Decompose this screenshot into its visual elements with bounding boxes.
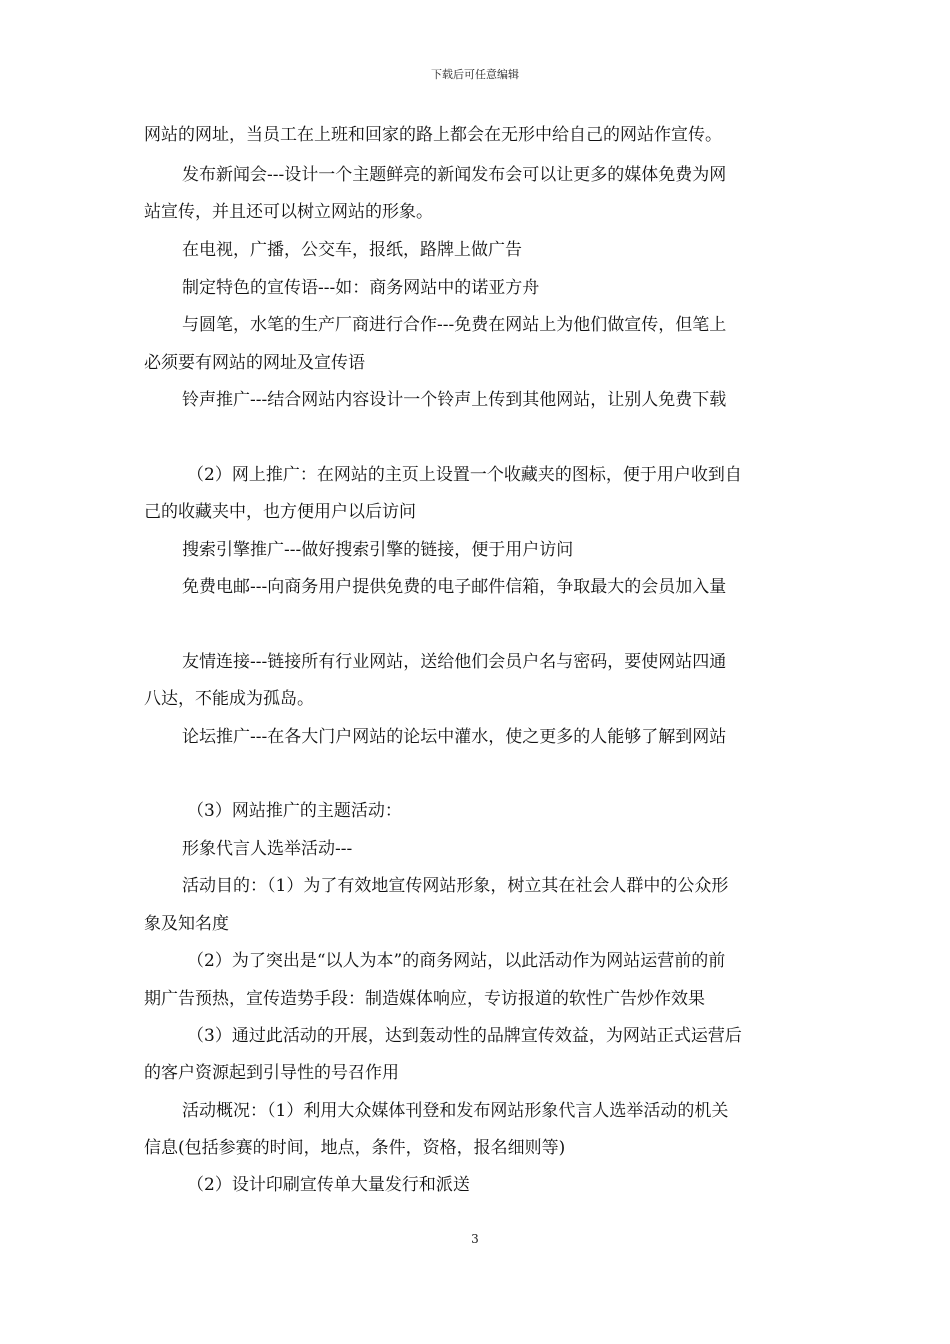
paragraph-line: 己的收藏夹中，也方便用户以后访问 [144,502,416,522]
paragraph-line: 信息(包括参赛的时间，地点，条件，资格，报名细则等) [144,1138,566,1158]
paragraph-line: （2）设计印刷宣传单大量发行和派送 [187,1175,470,1195]
paragraph-line: 站宣传，并且还可以树立网站的形象。 [144,202,433,222]
paragraph-line: 象及知名度 [144,914,229,934]
paragraph-line: 与圆笔，水笔的生产厂商进行合作---免费在网站上为他们做宣传，但笔上 [182,315,727,335]
paragraph-line: 在电视，广播，公交车，报纸，路牌上做广告 [182,240,522,260]
paragraph-line: 搜索引擎推广---做好搜索引擎的链接，便于用户访问 [182,540,574,560]
paragraph-line: 活动目的：（1）为了有效地宣传网站形象，树立其在社会人群中的公众形 [182,876,729,896]
paragraph-line: 八达，不能成为孤岛。 [144,689,314,709]
paragraph-line: 的客户资源起到引导性的号召作用 [144,1063,399,1083]
paragraph-line: （2）为了突出是“以人为本”的商务网站，以此活动作为网站运营前的前 [187,951,726,971]
page-header: 下载后可任意编辑 [431,68,519,81]
paragraph-line: 必须要有网站的网址及宣传语 [144,353,365,373]
paragraph-line: 制定特色的宣传语---如：商务网站中的诺亚方舟 [182,278,540,298]
paragraph-line: （2）网上推广：在网站的主页上设置一个收藏夹的图标，便于用户收到自 [187,465,742,485]
paragraph-line: （3）通过此活动的开展，达到轰动性的品牌宣传效益，为网站正式运营后 [187,1026,742,1046]
paragraph-line: （3）网站推广的主题活动： [187,801,402,821]
paragraph-line: 网站的网址，当员工在上班和回家的路上都会在无形中给自己的网站作宣传。 [144,125,722,145]
paragraph-line: 铃声推广---结合网站内容设计一个铃声上传到其他网站，让别人免费下载 [182,390,727,410]
paragraph-line: 活动概况：（1）利用大众媒体刊登和发布网站形象代言人选举活动的机关 [182,1101,729,1121]
page-number: 3 [471,1232,479,1246]
paragraph-line: 期广告预热，宣传造势手段：制造媒体响应，专访报道的软性广告炒作效果 [144,989,705,1009]
paragraph-line: 免费电邮---向商务用户提供免费的电子邮件信箱，争取最大的会员加入量 [182,577,727,597]
paragraph-line: 友情连接---链接所有行业网站，送给他们会员户名与密码，要使网站四通 [182,652,727,672]
paragraph-line: 形象代言人选举活动--- [182,839,353,859]
paragraph-line: 发布新闻会---设计一个主题鲜亮的新闻发布会可以让更多的媒体免费为网 [182,165,727,185]
paragraph-line: 论坛推广---在各大门户网站的论坛中灌水，使之更多的人能够了解到网站 [182,727,727,747]
